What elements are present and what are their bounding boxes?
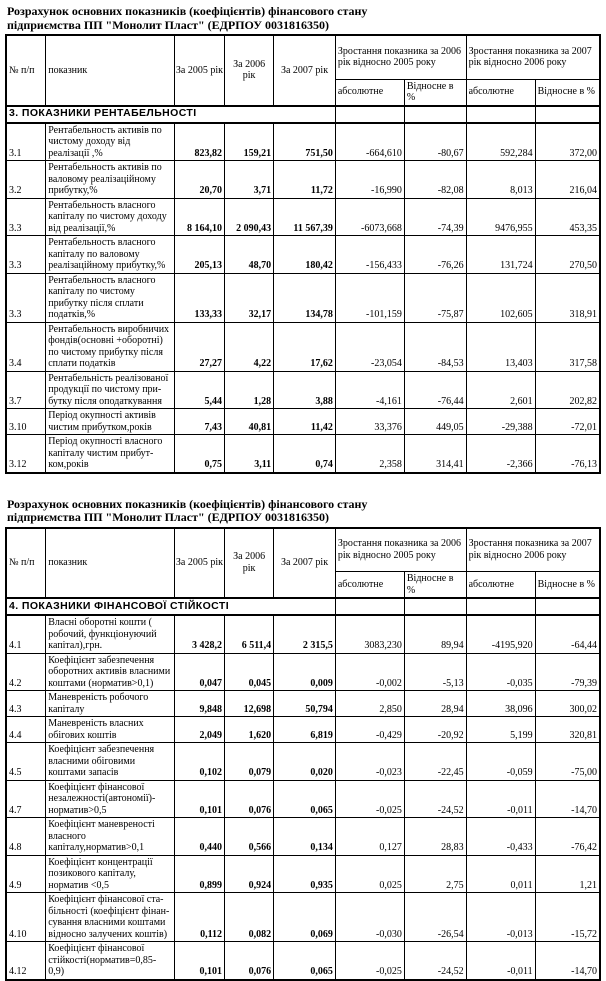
- header-growth-2006: Зростання показника за 2006 рік відносно 2005 року: [335, 528, 466, 572]
- title-line-2: підприємства ПП "Монолит Пласт" (ЕДРПОУ 0031816350): [7, 17, 330, 32]
- growth-2006-absolute: -16,990: [335, 161, 404, 199]
- section-empty-cell: [535, 106, 600, 123]
- header-absolute-1: абсолютне: [335, 79, 404, 106]
- value-2007: 134,78: [274, 273, 336, 322]
- stability-rows: [6, 615, 600, 980]
- value-2007: 0,935: [274, 855, 336, 893]
- section-empty-cell: [466, 598, 535, 615]
- growth-2006-relative: -82,08: [404, 161, 466, 199]
- value-2006: 32,17: [225, 273, 274, 322]
- row-number: 3.1: [6, 123, 46, 161]
- profitability-block: [5, 5, 601, 474]
- row-number: 4.4: [6, 717, 46, 743]
- row-indicator-label: Рентабельность власного капіталу по чистому доходу від реалізації,%: [46, 198, 175, 236]
- value-2006: 1,620: [225, 717, 274, 743]
- value-2006: 0,079: [225, 743, 274, 781]
- growth-2007-relative: -15,72: [535, 893, 600, 942]
- growth-2007-relative: -76,42: [535, 818, 600, 856]
- value-2005: 0,101: [174, 780, 224, 818]
- growth-2007-absolute: -0,059: [466, 743, 535, 781]
- row-indicator-label: Коефіцієнт забезпечення оборотних активів власними коштами (норматив>0,1): [46, 653, 175, 691]
- growth-2006-relative: 28,83: [404, 818, 466, 856]
- section-empty-cell: [404, 598, 466, 615]
- header-row-main: [6, 35, 600, 79]
- value-2007: 751,50: [274, 123, 336, 161]
- growth-2007-absolute: 2,601: [466, 371, 535, 409]
- value-2006: 0,076: [225, 942, 274, 980]
- row-number: 3.4: [6, 322, 46, 371]
- value-2005: 133,33: [174, 273, 224, 322]
- table-row: [6, 435, 600, 473]
- section-empty-cell: [404, 106, 466, 123]
- growth-2006-absolute: 3083,230: [335, 615, 404, 653]
- growth-2006-absolute: 2,358: [335, 435, 404, 473]
- title-line-2: підприємства ПП "Монолит Пласт" (ЕДРПОУ 0031816350): [7, 510, 330, 524]
- growth-2006-relative: -26,54: [404, 893, 466, 942]
- value-2007: 180,42: [274, 236, 336, 274]
- growth-2007-relative: 317,58: [535, 322, 600, 371]
- header-2006: За 2006 рік: [225, 35, 274, 106]
- table-row: [6, 780, 600, 818]
- growth-2007-relative: 1,21: [535, 855, 600, 893]
- growth-2006-relative: -76,44: [404, 371, 466, 409]
- header-growth-2007: Зростання показника за 2007 рік відносно 2006 року: [466, 528, 600, 572]
- section-title: 4. ПОКАЗНИКИ ФІНАНСОВОЇ СТІЙКОСТІ: [6, 598, 335, 615]
- growth-2006-absolute: -0,023: [335, 743, 404, 781]
- section-empty-cell: [466, 106, 535, 123]
- value-2005: 0,112: [174, 893, 224, 942]
- row-number: 3.3: [6, 273, 46, 322]
- growth-2007-absolute: 8,013: [466, 161, 535, 199]
- header-indicator: показник: [46, 528, 175, 599]
- value-2006: 0,566: [225, 818, 274, 856]
- growth-2007-absolute: -0,013: [466, 893, 535, 942]
- table-row: [6, 161, 600, 199]
- growth-2007-relative: -14,70: [535, 942, 600, 980]
- value-2007: 0,065: [274, 942, 336, 980]
- header-growth-2007: Зростання показника за 2007 рік відносно 2006 року: [466, 35, 600, 79]
- row-number: 3.3: [6, 236, 46, 274]
- growth-2006-absolute: -4,161: [335, 371, 404, 409]
- value-2005: 7,43: [174, 409, 224, 435]
- row-indicator-label: Рентабельность активів по чистому доходу від реалізації ,%: [46, 123, 175, 161]
- table-row: [6, 942, 600, 980]
- growth-2006-absolute: -0,030: [335, 893, 404, 942]
- row-number: 3.10: [6, 409, 46, 435]
- header-relative-2: Відносне в %: [535, 572, 600, 599]
- header-2007: За 2007 рік: [274, 35, 336, 106]
- row-number: 3.3: [6, 198, 46, 236]
- value-2005: 0,440: [174, 818, 224, 856]
- row-indicator-label: Маневреність робочого капіталу: [46, 691, 175, 717]
- value-2006: 3,71: [225, 161, 274, 199]
- table-row: [6, 123, 600, 161]
- row-indicator-label: Коефіцієнт фінансової стійкості(норматив=0,85-0,9): [46, 942, 175, 980]
- growth-2007-relative: -79,39: [535, 653, 600, 691]
- growth-2007-relative: -14,70: [535, 780, 600, 818]
- value-2006: 0,045: [225, 653, 274, 691]
- value-2005: 0,75: [174, 435, 224, 473]
- growth-2006-relative: -22,45: [404, 743, 466, 781]
- growth-2006-absolute: -6073,668: [335, 198, 404, 236]
- row-number: 4.5: [6, 743, 46, 781]
- growth-2006-absolute: -0,025: [335, 780, 404, 818]
- table-row: [6, 273, 600, 322]
- row-indicator-label: Рентабельность активів по валовому реалізаційному прибутку,%: [46, 161, 175, 199]
- stability-block: [5, 498, 601, 981]
- row-indicator-label: Маневреність власних обігових коштів: [46, 717, 175, 743]
- section-empty-cell: [335, 598, 404, 615]
- row-indicator-label: Рентабельность виробничих фондів(основні +оборотні) по чистому прибутку після сплати податків: [46, 322, 175, 371]
- growth-2007-absolute: -0,035: [466, 653, 535, 691]
- growth-2007-relative: -64,44: [535, 615, 600, 653]
- growth-2006-absolute: 2,850: [335, 691, 404, 717]
- value-2006: 0,924: [225, 855, 274, 893]
- growth-2007-relative: -72,01: [535, 409, 600, 435]
- value-2006: 6 511,4: [225, 615, 274, 653]
- growth-2007-absolute: 38,096: [466, 691, 535, 717]
- document-title-2: [7, 498, 601, 525]
- value-2005: 27,27: [174, 322, 224, 371]
- growth-2007-relative: 216,04: [535, 161, 600, 199]
- growth-2007-absolute: 13,403: [466, 322, 535, 371]
- growth-2006-relative: 89,94: [404, 615, 466, 653]
- value-2005: 20,70: [174, 161, 224, 199]
- growth-2006-absolute: -0,429: [335, 717, 404, 743]
- growth-2007-absolute: 0,011: [466, 855, 535, 893]
- row-number: 4.3: [6, 691, 46, 717]
- value-2006: 1,28: [225, 371, 274, 409]
- growth-2007-absolute: 592,284: [466, 123, 535, 161]
- growth-2007-relative: 270,50: [535, 236, 600, 274]
- row-number: 4.8: [6, 818, 46, 856]
- value-2007: 0,020: [274, 743, 336, 781]
- value-2007: 11,72: [274, 161, 336, 199]
- value-2005: 0,101: [174, 942, 224, 980]
- value-2006: 4,22: [225, 322, 274, 371]
- growth-2007-absolute: -29,388: [466, 409, 535, 435]
- growth-2006-relative: 314,41: [404, 435, 466, 473]
- value-2005: 8 164,10: [174, 198, 224, 236]
- header-relative-1: Відносне в %: [404, 572, 466, 599]
- value-2005: 823,82: [174, 123, 224, 161]
- growth-2006-relative: -80,67: [404, 123, 466, 161]
- growth-2007-absolute: -2,366: [466, 435, 535, 473]
- table-row: [6, 855, 600, 893]
- row-indicator-label: Коефіцієнт фінансової незалежності(автономії)- норматив>0,5: [46, 780, 175, 818]
- document-title: [7, 5, 601, 32]
- section-row-stability: [6, 598, 600, 615]
- header-absolute-1: абсолютне: [335, 572, 404, 599]
- growth-2006-relative: 2,75: [404, 855, 466, 893]
- row-number: 4.9: [6, 855, 46, 893]
- section-title: 3. ПОКАЗНИКИ РЕНТАБЕЛЬНОСТІ: [6, 106, 335, 123]
- header-absolute-2: абсолютне: [466, 79, 535, 106]
- row-number: 3.7: [6, 371, 46, 409]
- row-indicator-label: Період окупності активів чистим прибутком,років: [46, 409, 175, 435]
- value-2007: 17,62: [274, 322, 336, 371]
- growth-2007-absolute: 5,199: [466, 717, 535, 743]
- header-2006: За 2006 рік: [225, 528, 274, 599]
- value-2007: 0,134: [274, 818, 336, 856]
- value-2005: 0,899: [174, 855, 224, 893]
- value-2005: 0,102: [174, 743, 224, 781]
- header-absolute-2: абсолютне: [466, 572, 535, 599]
- row-number: 3.2: [6, 161, 46, 199]
- growth-2007-relative: -76,13: [535, 435, 600, 473]
- growth-2006-absolute: -0,025: [335, 942, 404, 980]
- profitability-table: [5, 34, 601, 474]
- row-number: 4.2: [6, 653, 46, 691]
- growth-2006-absolute: -23,054: [335, 322, 404, 371]
- row-number: 4.12: [6, 942, 46, 980]
- value-2006: 48,70: [225, 236, 274, 274]
- growth-2006-relative: 449,05: [404, 409, 466, 435]
- header-2005: За 2005 рік: [174, 528, 224, 599]
- growth-2006-relative: -24,52: [404, 942, 466, 980]
- table-row: [6, 371, 600, 409]
- growth-2007-absolute: -4195,920: [466, 615, 535, 653]
- table-row: [6, 717, 600, 743]
- table-row: [6, 615, 600, 653]
- table-row: [6, 691, 600, 717]
- table-row: [6, 198, 600, 236]
- value-2006: 0,076: [225, 780, 274, 818]
- title-line-1: Розрахунок основних показників (коефіцієнтів) фінансового стану: [7, 4, 368, 18]
- value-2007: 11 567,39: [274, 198, 336, 236]
- growth-2007-absolute: 9476,955: [466, 198, 535, 236]
- table-row: [6, 322, 600, 371]
- value-2006: 40,81: [225, 409, 274, 435]
- growth-2007-absolute: -0,433: [466, 818, 535, 856]
- table-row: [6, 653, 600, 691]
- header-number: № п/п: [6, 528, 46, 599]
- stability-table: [5, 527, 601, 981]
- growth-2006-relative: -76,26: [404, 236, 466, 274]
- growth-2006-absolute: 33,376: [335, 409, 404, 435]
- growth-2006-relative: -20,92: [404, 717, 466, 743]
- value-2005: 3 428,2: [174, 615, 224, 653]
- growth-2007-relative: 300,02: [535, 691, 600, 717]
- growth-2006-relative: -24,52: [404, 780, 466, 818]
- growth-2006-relative: -74,39: [404, 198, 466, 236]
- value-2007: 0,74: [274, 435, 336, 473]
- growth-2006-relative: -84,53: [404, 322, 466, 371]
- value-2006: 3,11: [225, 435, 274, 473]
- header-relative-2: Відносне в %: [535, 79, 600, 106]
- growth-2006-relative: -5,13: [404, 653, 466, 691]
- row-indicator-label: Рентабельность власного капіталу по валовому реалізаційному прибутку,%: [46, 236, 175, 274]
- value-2006: 159,21: [225, 123, 274, 161]
- value-2007: 0,069: [274, 893, 336, 942]
- value-2007: 3,88: [274, 371, 336, 409]
- value-2005: 9,848: [174, 691, 224, 717]
- table-row: [6, 743, 600, 781]
- value-2005: 0,047: [174, 653, 224, 691]
- growth-2007-relative: 202,82: [535, 371, 600, 409]
- value-2006: 0,082: [225, 893, 274, 942]
- row-number: 4.10: [6, 893, 46, 942]
- value-2007: 50,794: [274, 691, 336, 717]
- growth-2006-relative: -75,87: [404, 273, 466, 322]
- header-indicator: показник: [46, 35, 175, 106]
- row-number: 4.7: [6, 780, 46, 818]
- row-indicator-label: Період окупності власного капіталу чистим прибут- ком,років: [46, 435, 175, 473]
- growth-2007-relative: 320,81: [535, 717, 600, 743]
- value-2006: 2 090,43: [225, 198, 274, 236]
- growth-2007-absolute: 131,724: [466, 236, 535, 274]
- growth-2006-absolute: -0,002: [335, 653, 404, 691]
- row-indicator-label: Коефіцієнт концентрації позикового капіталу, норматив <0,5: [46, 855, 175, 893]
- section-row-profitability: [6, 106, 600, 123]
- row-indicator-label: Коефіцієнт забезпечення власними обіговими коштами запасів: [46, 743, 175, 781]
- profitability-rows: [6, 123, 600, 473]
- header-growth-2006: Зростання показника за 2006 рік відносно 2005 року: [335, 35, 466, 79]
- row-indicator-label: Рентабельность власного капіталу по чистому прибутку після сплати податків,%: [46, 273, 175, 322]
- table-row: [6, 236, 600, 274]
- header-number: № п/п: [6, 35, 46, 106]
- table-row: [6, 818, 600, 856]
- value-2006: 12,698: [225, 691, 274, 717]
- growth-2007-absolute: 102,605: [466, 273, 535, 322]
- title-line-1: Розрахунок основних показників (коефіцієнтів) фінансового стану: [7, 496, 368, 511]
- value-2007: 6,819: [274, 717, 336, 743]
- growth-2007-relative: 372,00: [535, 123, 600, 161]
- header-relative-1: Відносне в %: [404, 79, 466, 106]
- value-2005: 2,049: [174, 717, 224, 743]
- row-indicator-label: Коефіцієнт маневреності власного капіталу,норматив>0,1: [46, 818, 175, 856]
- table-row: [6, 893, 600, 942]
- growth-2006-absolute: 0,025: [335, 855, 404, 893]
- growth-2006-relative: 28,94: [404, 691, 466, 717]
- value-2007: 11,42: [274, 409, 336, 435]
- table-row: [6, 409, 600, 435]
- growth-2007-relative: 453,35: [535, 198, 600, 236]
- growth-2006-absolute: -101,159: [335, 273, 404, 322]
- value-2005: 205,13: [174, 236, 224, 274]
- row-indicator-label: Власні оборотні кошти ( робочий, функціонуючий капітал),грн.: [46, 615, 175, 653]
- growth-2006-absolute: -664,610: [335, 123, 404, 161]
- growth-2006-absolute: -156,433: [335, 236, 404, 274]
- row-indicator-label: Рентабельність реалізованої продукції по чистому при- бутку після оподаткування: [46, 371, 175, 409]
- header-row-main: [6, 528, 600, 572]
- value-2007: 2 315,5: [274, 615, 336, 653]
- section-empty-cell: [335, 106, 404, 123]
- value-2007: 0,009: [274, 653, 336, 691]
- growth-2007-relative: -75,00: [535, 743, 600, 781]
- header-2007: За 2007 рік: [274, 528, 336, 599]
- growth-2007-absolute: -0,011: [466, 780, 535, 818]
- row-number: 3.12: [6, 435, 46, 473]
- value-2007: 0,065: [274, 780, 336, 818]
- growth-2006-absolute: 0,127: [335, 818, 404, 856]
- row-number: 4.1: [6, 615, 46, 653]
- growth-2007-absolute: -0,011: [466, 942, 535, 980]
- section-empty-cell: [535, 598, 600, 615]
- value-2005: 5,44: [174, 371, 224, 409]
- row-indicator-label: Коефіцієнт фінансової ста- більності (коефіцієнт фінан- сування власними коштами відносно залучених коштів): [46, 893, 175, 942]
- growth-2007-relative: 318,91: [535, 273, 600, 322]
- header-2005: За 2005 рік: [174, 35, 224, 106]
